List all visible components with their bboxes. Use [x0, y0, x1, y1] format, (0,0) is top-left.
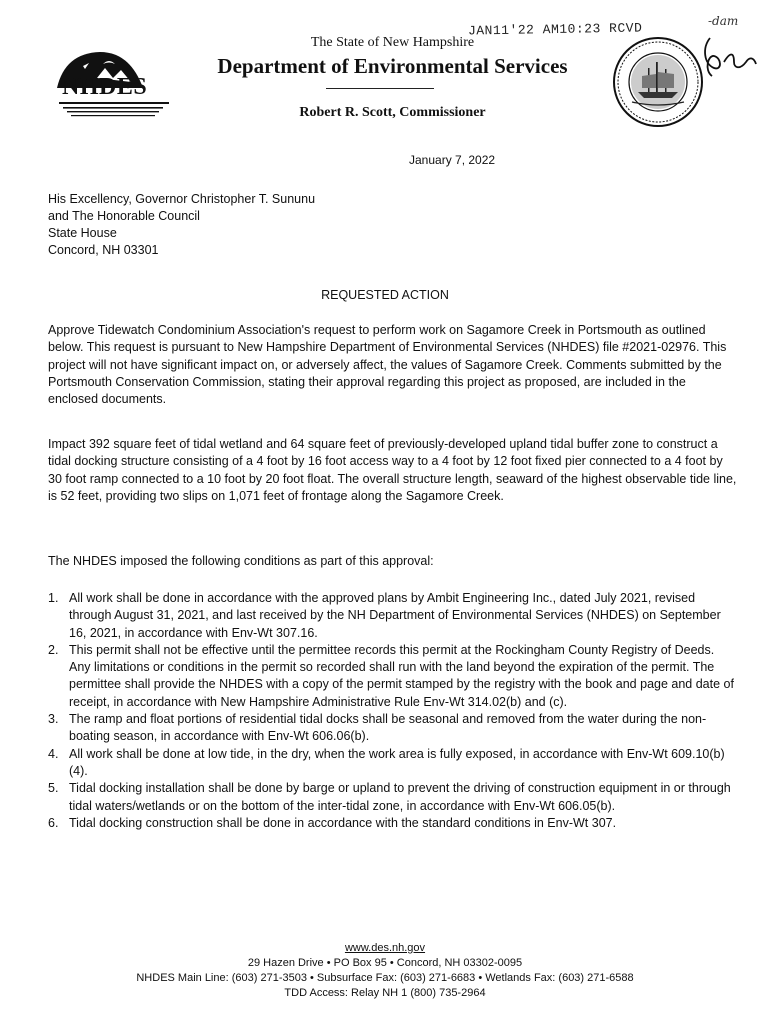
letter-footer: [0, 941, 770, 1001]
condition-item: 6. Tidal docking construction shall be done in accordance with the standard conditions in Env-Wt 307.: [48, 815, 617, 830]
addressee-line: His Excellency, Governor Christopher T. Sununu: [48, 192, 316, 206]
letter-date: January 7, 2022: [409, 153, 496, 167]
conditions-list: [48, 590, 738, 832]
state-name: The State of New Hampshire: [310, 35, 475, 50]
condition-item: 1. All work shall be done in accordance with the approved plans by Ambit Engineering Inc., dated July 2021, revised through August 31, 2021, and last received by the NH Department of Environmental Services (NHDES) on September 16, 2021, in accordance with Env-Wt 307.16.: [48, 591, 721, 640]
condition-item: 2. This permit shall not be effective until the permittee records this permit at the Rockingham County Registry of Deeds. Any limitations or conditions in the permit so recorded shall run with the land beyond the expiration of the permit. The permittee shall provide the NHDES with a copy of the permit stamped by the registry with the book and page and date of receipt, in accordance with New Hampshire Administrative Rule Env-Wt 314.02(b) and (c).: [48, 642, 734, 709]
requested-action-heading: REQUESTED ACTION: [321, 288, 449, 302]
state-seal-icon: [612, 36, 704, 128]
commissioner-name: Robert R. Scott, Commissioner: [299, 105, 486, 120]
impact-paragraph: Impact 392 square feet of tidal wetland and 64 square feet of previously-developed upland tidal buffer zone to construct a tidal docking structure consisting of a 4 foot by 16 foot access way to a 4 foot by 12 foot fixed pier connected to a 4 foot by 30 foot ramp connected to a 10 foot by 20 foot float. The overall structure length, seaward of the highest observable tide line, is 52 feet, providing two slips on 1,071 feet of frontage along the Sagamore Creek.: [48, 437, 737, 503]
addressee-line: State House: [48, 226, 117, 240]
handwritten-signature: [700, 34, 760, 80]
addressee-block: [48, 191, 315, 259]
department-name: Department of Environmental Services: [217, 54, 568, 78]
addressee-line: and The Honorable Council: [48, 209, 200, 223]
action-paragraph: Approve Tidewatch Condominium Association's request to perform work on Sagamore Creek in Portsmouth as outlined below. This request is pursuant to New Hampshire Department of Environmental Services (NHDES) file #2021-02976. This project will not have significant impact on, or adversely affect, the values of Sagamore Creek. Comments submitted by the Portsmouth Conservation Commission, stating their approval regarding this project as proposed, are included in the enclosed documents.: [48, 323, 727, 407]
condition-item: 3. The ramp and float portions of residential tidal docks shall be seasonal and removed from the water during the non-boating season, in accordance with Env-Wt 606.06(b).: [48, 712, 707, 744]
footer-tdd: TDD Access: Relay NH 1 (800) 735-2964: [284, 987, 486, 999]
footer-phones: NHDES Main Line: (603) 271-3503 • Subsurface Fax: (603) 271-6683 • Wetlands Fax: (603) 271-6588: [136, 972, 634, 984]
addressee-line: Concord, NH 03301: [48, 243, 159, 257]
footer-address: 29 Hazen Drive • PO Box 95 • Concord, NH 03302-0095: [247, 957, 523, 969]
conditions-intro: The NHDES imposed the following conditions as part of this approval:: [48, 554, 434, 568]
condition-item: 4. All work shall be done at low tide, in the dry, when the work area is fully exposed, in accordance with Env-Wt 609.10(b)(4).: [48, 746, 725, 778]
condition-item: 5. Tidal docking installation shall be done by barge or upland to prevent the driving of construction equipment in or through tidal waters/wetlands or on the bottom of the inter-tidal zone, in accordance with Env-Wt 606.05(b).: [48, 781, 731, 813]
received-stamp: JAN11'22 AM10:23 RCVD: [467, 20, 643, 39]
handwritten-initials: -dam: [708, 14, 739, 28]
website-link[interactable]: www.des.nh.gov: [344, 942, 426, 954]
logo-text: NHDES: [62, 74, 148, 100]
header-divider: [326, 88, 434, 89]
